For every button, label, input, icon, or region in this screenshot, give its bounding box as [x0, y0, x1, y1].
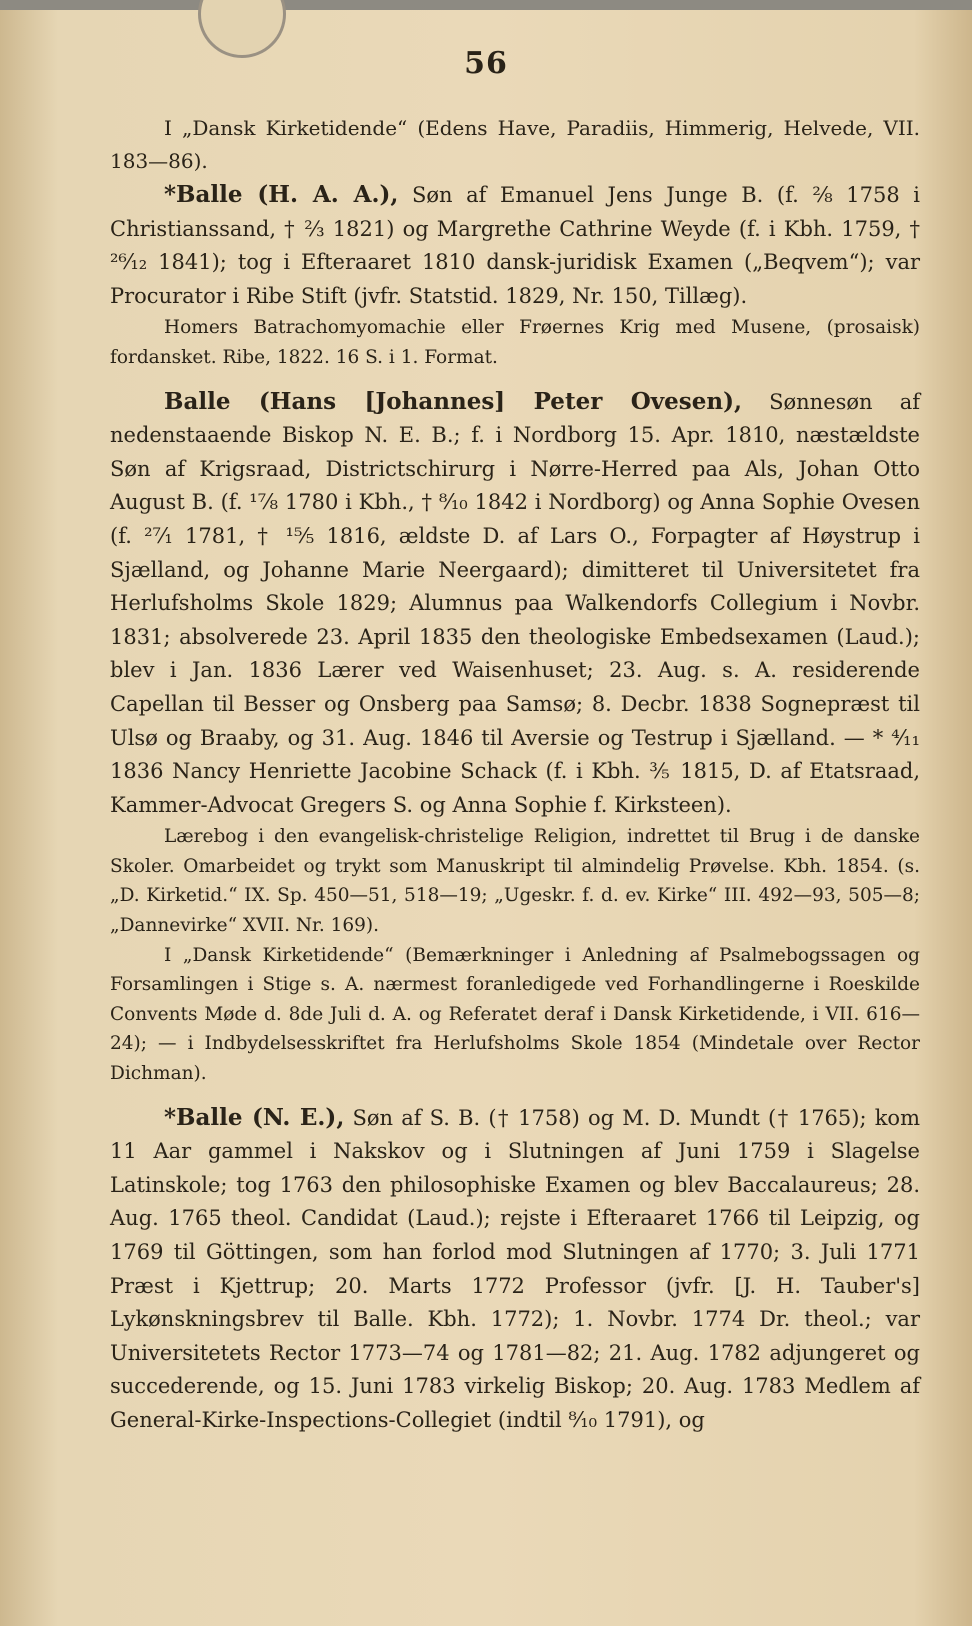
block-gap — [110, 1089, 920, 1101]
entry-text: I „Dansk Kirketidende“ (Bemærkninger i Anledning af Psalmebogssagen og Forsamlingen i Stige s. A. nærmest foranledigede ved Forhandlingerne i Roeskilde Convents Møde d. 8de Juli d. A. og Referatet deraf i Dansk Kirketidende, i VII. 616—24); — i Indbydelsesskriftet fra Herlufsholms Skole 1854 (Mindetale over Rector Dichman). — [110, 944, 920, 1085]
page-text — [110, 112, 920, 1438]
page-top-edge — [0, 0, 972, 10]
entry-headword: *Balle (H. A. A.), — [164, 181, 399, 208]
entry-headword: Balle (Hans [Johannes] Peter Ovesen), — [164, 387, 742, 415]
entry-text: Søn af S. B. († 1758) og M. D. Mundt († 1765); kom 11 Aar gammel i Nakskov og i Slutningen af Juni 1759 i Slagelse Latinskole; tog 1763 den philosophiske Examen og blev Baccalaureus; 28. Aug. 1765 theol. Candidat (Laud.); rejste i Efteraaret 1766 til Leipzig, og 1769 til Göttingen, som han forlod mod Slutningen af 1770; 3. Juli 1771 Præst i Kjettrup; 20. Marts 1772 Professor (jvfr. [J. H. Tauber's] Lykønskningsbrev til Balle. Kbh. 1772); 1. Novbr. 1774 Dr. theol.; var Universitetets Rector 1773—74 og 1781—82; 21. Aug. 1782 adjungeret og succederende, og 15. Juni 1783 virkelig Biskop; 20. Aug. 1783 Medlem af General-Kirke-Inspections-Collegiet (indtil ⁸⁄₁₀ 1791), og — [110, 1105, 920, 1432]
entry-text: Sønnesøn af nedenstaaende Biskop N. E. B.; f. i Nordborg 15. Apr. 1810, næstældste Søn af Krigsraad, Districtschirurg i Nørre-Herred paa Als, Johan Otto August B. (f. ¹⁷⁄₈ 1780 i Kbh., † ⁸⁄₁₀ 1842 i Nordborg) og Anna Sophie Ovesen (f. ²⁷⁄₁ 1781, † ¹⁵⁄₅ 1816, ældste D. af Lars O., Forpagter af Høystrup i Sjælland, og Johanne Marie Neergaard); dimitteret til Universitetet fra Herlufsholms Skole 1829; Alumnus paa Walkendorfs Collegium i Novbr. 1831; absolverede 23. April 1835 den theologiske Embedsexamen (Laud.); blev i Jan. 1836 Lærer ved Waisenhuset; 23. Aug. s. A. residerende Capellan til Besser og Onsberg paa Samsø; 8. Decbr. 1838 Sognepræst til Ulsø og Braaby, og 31. Aug. 1846 til Aversie og Testrup i Sjælland. — * ⁴⁄₁₁ 1836 Nancy Henriette Jacobine Schack (f. i Kbh. ⅗ 1815, D. af Etatsraad, Kammer-Advocat Gregers S. og Anna Sophie f. Kirksteen). — [110, 389, 920, 817]
entry-balle-hans-work1 — [110, 822, 920, 940]
entry-text: Søn af Emanuel Jens Junge B. (f. ²⁄₈ 1758 i Christianssand, † ⅔ 1821) og Margrethe Cathrine Weyde (f. i Kbh. 1759, † ²⁶⁄₁₂ 1841); tog i Efteraaret 1810 dansk-juridisk Examen („Beqvem“); var Procurator i Ribe Stift (jvfr. Statstid. 1829, Nr. 150, Tillæg). — [110, 183, 921, 308]
entry-balle-ha-work — [110, 313, 920, 372]
entry-text: Lærebog i den evangelisk-christelige Religion, indrettet til Brug i de danske Skoler. Omarbeidet og trykt som Manuskript til almindelig Prøvelse. Kbh. 1854. (s. „D. Kirketid.“ IX. Sp. 450—51, 518—19; „Ugeskr. f. d. ev. Kirke“ III. 492—93, 505—8; „Dannevirke“ XVII. Nr. 169). — [110, 826, 920, 937]
block-gap — [110, 373, 920, 385]
entry-text: I „Dansk Kirketidende“ (Edens Have, Paradiis, Himmerig, Helvede, VII. 183—86). — [110, 116, 920, 173]
page-number: 56 — [464, 46, 508, 81]
entry-balle-ha — [110, 178, 920, 313]
entry-cont-ref — [110, 112, 920, 178]
entry-headword: *Balle (N. E.), — [164, 1103, 345, 1131]
entry-text: Homers Batrachomyomachie eller Frøernes Krig med Musene, (prosaisk) fordansket. Ribe, 1822. 16 S. i 1. Format. — [110, 317, 920, 368]
entry-balle-hans-work2 — [110, 941, 920, 1089]
entry-balle-ne — [110, 1101, 920, 1438]
entry-balle-hans — [110, 385, 920, 823]
